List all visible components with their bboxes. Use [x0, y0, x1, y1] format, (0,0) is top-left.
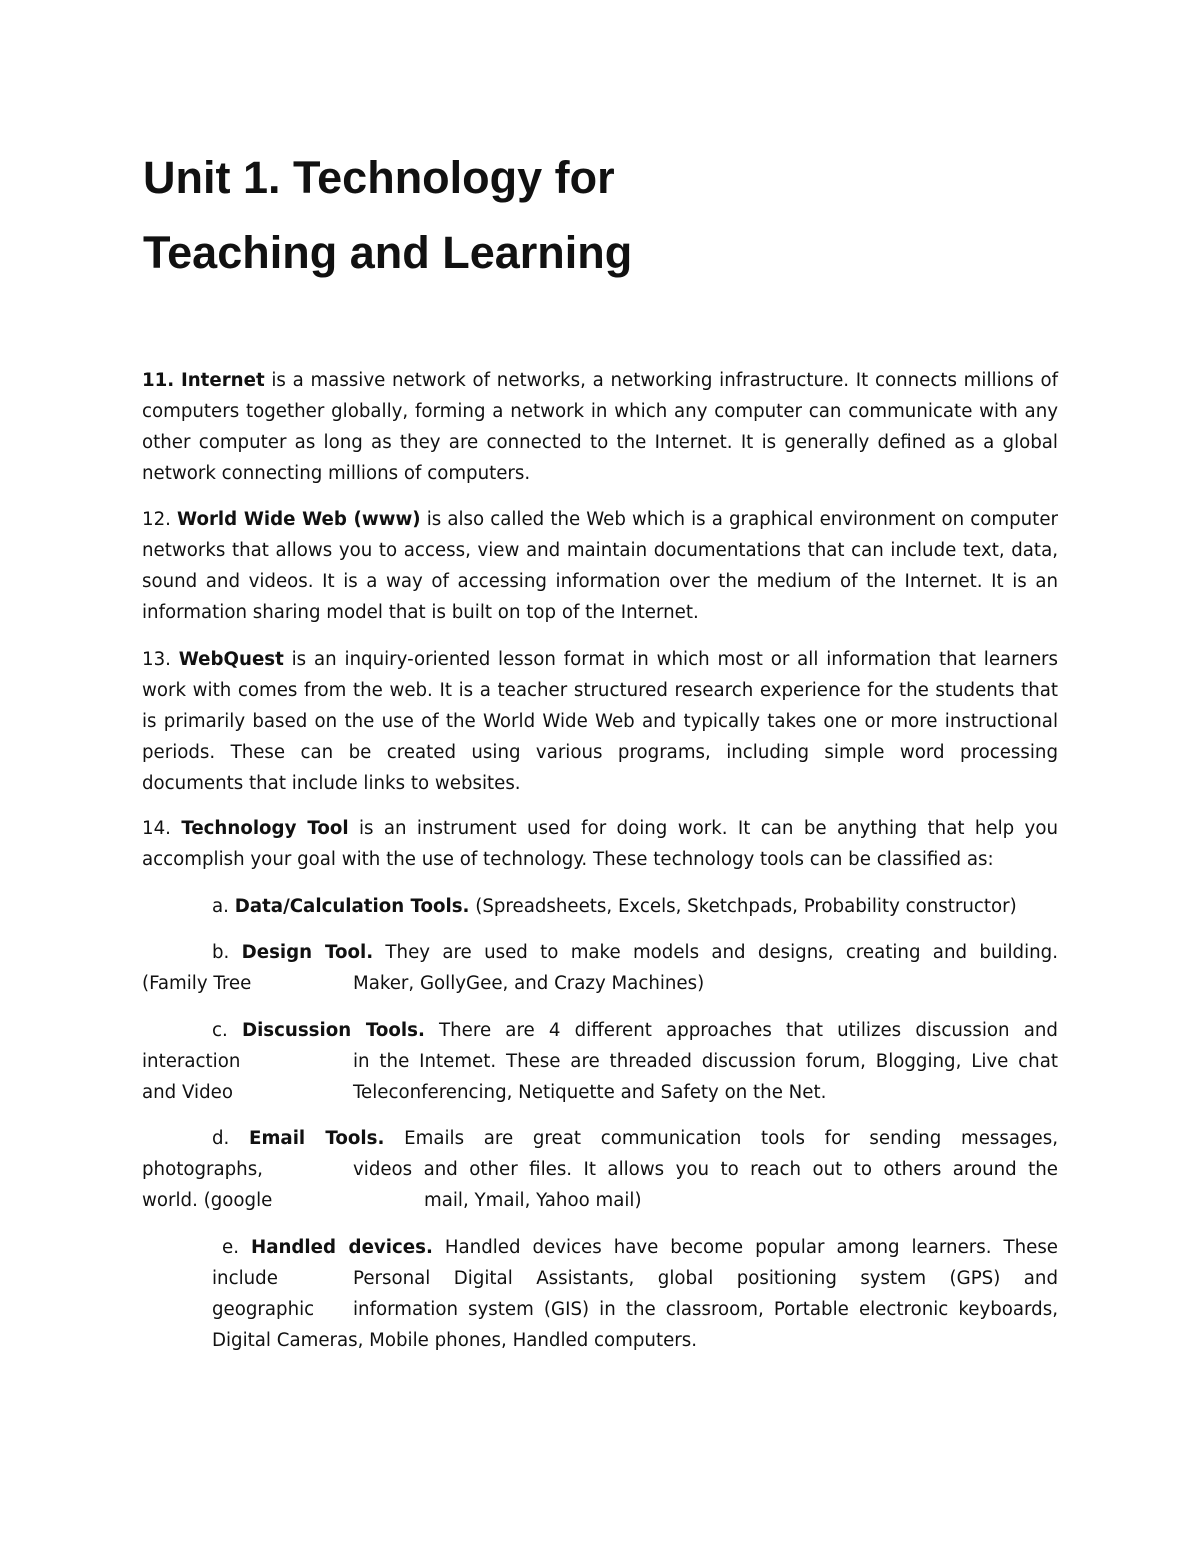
paragraph-www — [142, 504, 1058, 628]
item-number: 14. — [142, 818, 171, 839]
subitem-text: Digital Cameras, Mobile phones, Handled computers. — [212, 1330, 698, 1351]
subitem-text: Teleconferencing, Netiquette and Safety on the Net. — [353, 1082, 827, 1103]
term-discussion-tools: Discussion Tools. — [241, 1020, 425, 1041]
subitem-handled-devices — [212, 1232, 1058, 1356]
term-technology-tool: Technology Tool — [181, 818, 349, 839]
term-email-tools: Email Tools. — [249, 1128, 385, 1149]
definition-internet: is a massive network of networks, a networking infrastructure. It connects millions of computers together globally, forming a network in which any computer can communicate with any other computer as long as they are connected to the Internet. It is generally defined as a global network connecting millions of computers. — [142, 370, 1058, 484]
subitem-letter: a. — [212, 896, 229, 917]
paragraph-technology-tool — [142, 813, 1058, 875]
definition-webquest: is an inquiry-oriented lesson format in which most or all information that learners work with comes from the web. It is a teacher structured research experience for the students that is primarily based on the use of the World Wide Web and typically takes one or more instructional periods. These can be created using various programs, including simple word processing documents that include links to websites. — [142, 649, 1058, 794]
term-data-calculation-tools: Data/Calculation Tools. — [234, 896, 470, 917]
subitem-text: Emails are great communication tools for sending messages, — [384, 1128, 1058, 1149]
paragraph-webquest — [142, 644, 1058, 799]
definition-www: is also called the Web which is a graphical environment on computer networks that allows you to access, view and maintain documentations that can include text, data, sound and videos. It is a way of accessing information over the medium of the Internet. It is an information sharing model that is built on top of the Internet. — [142, 509, 1058, 623]
subitem-text: Maker, GollyGee, and Crazy Machines) — [353, 973, 705, 994]
term-handled-devices: Handled devices. — [250, 1237, 433, 1258]
subitem-data-calculation-tools — [142, 891, 1058, 922]
subitem-text: There are 4 different approaches that utilizes discussion and — [424, 1020, 1058, 1041]
subitem-discussion-tools — [142, 1015, 1058, 1108]
paragraph-internet — [142, 365, 1058, 489]
subitem-letter: e. — [222, 1237, 239, 1258]
subitem-text: (Spreadsheets, Excels, Sketchpads, Probability constructor) — [469, 896, 1017, 917]
subitem-text: information system (GIS) in the classroom, Portable electronic keyboards, — [353, 1299, 1058, 1320]
term-internet: Internet — [180, 370, 265, 391]
subitem-text: (Family Tree — [142, 973, 252, 994]
subitem-letter: d. — [212, 1128, 230, 1149]
subitem-text: geographic — [212, 1299, 315, 1320]
subitem-letter: c. — [212, 1020, 228, 1041]
subitem-text: Personal Digital Assistants, global positioning system (GPS) and — [353, 1268, 1058, 1289]
subitem-text: in the Intemet. These are threaded discussion forum, Blogging, Live chat — [353, 1051, 1058, 1072]
subitem-text: interaction — [142, 1051, 241, 1072]
subitem-email-tools — [142, 1123, 1058, 1216]
subitem-text: world. (google — [142, 1190, 273, 1211]
subitem-text: They are used to make models and designs, creating and building. — [373, 942, 1058, 963]
subitem-letter: b. — [212, 942, 230, 963]
item-number: 13. — [142, 649, 171, 670]
definition-technology-tool: is an instrument used for doing work. It can be anything that help you accomplish your goal with the use of technology. These technology tools can be classified as: — [142, 818, 1058, 870]
subitem-text: videos and other files. It allows you to reach out to others around the — [353, 1159, 1058, 1180]
item-number: 11. — [142, 370, 175, 391]
subitem-design-tool — [142, 937, 1058, 999]
item-number: 12. — [142, 509, 171, 530]
subitem-text: and Video — [142, 1082, 233, 1103]
title-line-1: Unit 1. Technology for — [143, 152, 615, 203]
term-webquest: WebQuest — [178, 649, 284, 670]
term-www: World Wide Web (www) — [177, 509, 421, 530]
subitem-text: Handled devices have become popular among learners. These — [432, 1237, 1058, 1258]
subitem-text: photographs, — [142, 1159, 263, 1180]
subitem-text: mail, Ymail, Yahoo mail) — [424, 1190, 642, 1211]
title-line-2: Teaching and Learning — [143, 227, 633, 278]
subitem-text: include — [212, 1268, 278, 1289]
term-design-tool: Design Tool. — [241, 942, 374, 963]
page-title — [143, 140, 632, 290]
